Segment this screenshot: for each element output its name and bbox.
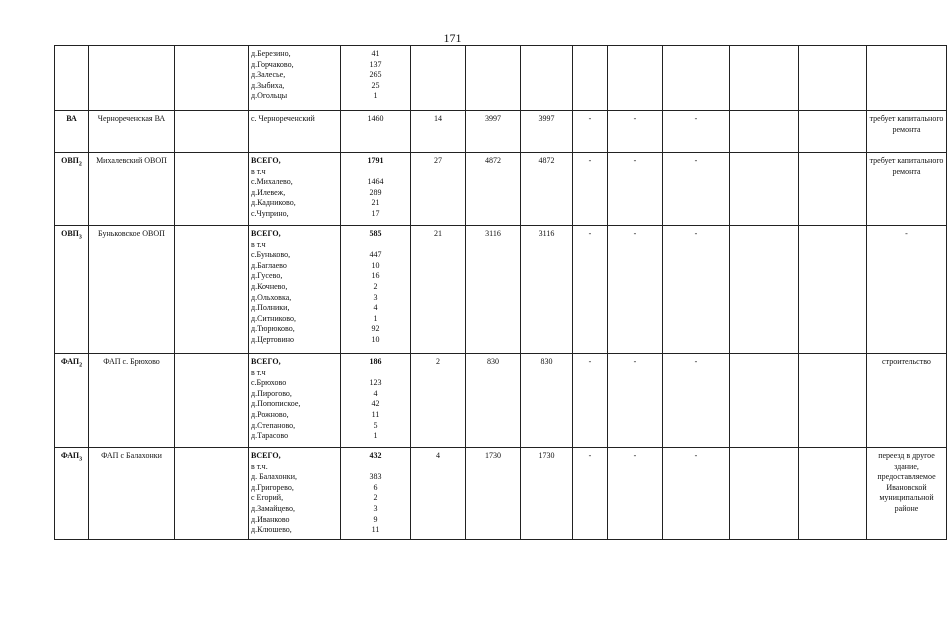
settlements-cell [249,111,341,153]
settlement-name: ВСЕГО, [251,156,281,165]
facility-code [55,46,89,111]
value-c7: 4872 [521,153,573,226]
table-row [55,226,947,354]
population-value: 5 [373,420,378,430]
value-c9: - [608,354,663,448]
settlement-name: с Егорий, [251,493,284,503]
value-c7: 3116 [521,226,573,354]
population-value: 432 [369,451,382,460]
settlement-name: ВСЕГО, [251,357,281,366]
value-c8 [573,46,608,111]
settlement-name: ВСЕГО, [251,451,281,460]
population-value: 186 [369,357,382,366]
settlement-name: д.Горчаково, [251,59,294,69]
population-value: 16 [371,271,380,281]
population-value: 1791 [367,156,384,165]
settlement-name: д.Зыбиха, [251,80,285,90]
note-cell: переезд в другое здание, предоставляемое Ивановской муниципальной районе [867,448,947,540]
settlement-name: с.Михалево, [251,177,293,187]
population-cell [341,448,411,540]
facility-code [55,354,89,448]
population-value: 11 [371,409,380,419]
value-c6 [466,46,521,111]
empty-cell [175,226,249,354]
page-number: 171 [443,31,462,45]
facility-name: Михалевский ОВОП [89,153,175,226]
value-c12 [799,153,867,226]
value-c11 [730,46,799,111]
code-subscript: 3 [79,456,83,463]
note-cell: строительство [867,354,947,448]
empty-cell [175,46,249,111]
value-c5: 27 [411,153,466,226]
value-c10 [663,46,730,111]
population-value: 383 [369,472,382,482]
settlement-name: д.Рожново, [251,409,289,419]
table-row [55,111,947,153]
value-c5: 2 [411,354,466,448]
settlement-name: д.Степаново, [251,420,296,430]
settlement-name: д.Огольцы [251,91,288,101]
value-c9: - [608,153,663,226]
value-c12 [799,46,867,111]
settlement-name: ВСЕГО, [251,229,281,238]
population-value: 9 [373,514,378,524]
settlement-name: д.Тарасово [251,431,289,441]
population-value: 2 [373,281,378,291]
settlement-name: д.Пирогово, [251,388,292,398]
code-subscript: 2 [78,161,82,168]
population-value: 25 [371,80,380,90]
population-value: 41 [371,49,380,58]
population-value: 1464 [367,177,384,187]
table-row [55,153,947,226]
population-cell [341,46,411,111]
facility-name: ФАП с. Брюхово [89,354,175,448]
settlement-name: д.Григорево, [251,482,294,492]
settlement-name: д.Залесье, [251,70,286,80]
facility-code [55,111,89,153]
population-value: 585 [369,229,382,238]
value-c6: 830 [466,354,521,448]
population-value: 3 [373,503,378,513]
settlement-name: д.Тюрюково, [251,324,295,334]
value-c11 [730,153,799,226]
code-text: ФАП [60,451,80,460]
settlement-name: в т.ч [251,166,266,176]
value-c7: 1730 [521,448,573,540]
facilities-table [54,45,947,540]
population-value: 3 [373,292,378,302]
value-c6: 4872 [466,153,521,226]
population-value: 289 [369,187,382,197]
population-value: 2 [373,493,378,503]
settlement-name: д.Баглаево [251,260,287,270]
population-value: 4 [373,303,378,313]
settlement-name: д.Полники, [251,303,290,313]
settlement-name: д.Замайцево, [251,503,296,513]
settlement-name: д.Кочнево, [251,281,288,291]
settlements-cell [249,226,341,354]
population-value: 1 [373,91,378,101]
settlement-name: д.Ситниково, [251,313,296,323]
population-value: 21 [371,198,380,208]
table-row [55,448,947,540]
population-value: 6 [373,482,378,492]
population-value: 17 [371,208,380,218]
settlement-name: д. Балахонки, [251,472,297,482]
population-value [343,462,408,473]
empty-cell [175,153,249,226]
value-c10: - [663,153,730,226]
value-c6: 3997 [466,111,521,153]
value-c9 [608,46,663,111]
population-value: 10 [371,334,380,344]
value-c5: 14 [411,111,466,153]
code-text: ФАП [60,357,80,366]
code-text: ОВП [61,229,79,238]
value-c8: - [573,448,608,540]
note-cell: требует капитального ремонта [867,111,947,153]
settlement-name: д.Ольховка, [251,292,292,302]
settlement-name: с.Брюхово [251,378,287,388]
value-c7: 830 [521,354,573,448]
population-value: 1460 [367,114,384,123]
population-cell [341,111,411,153]
value-c9: - [608,111,663,153]
settlement-name: д.Березино, [251,49,291,58]
settlement-name: д.Цертовино [251,334,295,344]
note-cell: требует капитального ремонта [867,153,947,226]
value-c11 [730,111,799,153]
population-cell [341,354,411,448]
value-c6: 3116 [466,226,521,354]
value-c10: - [663,111,730,153]
settlements-cell [249,448,341,540]
settlements-cell [249,354,341,448]
population-cell [341,153,411,226]
value-c5: 4 [411,448,466,540]
value-c8: - [573,153,608,226]
facility-name: ФАП с Балахонки [89,448,175,540]
population-value: 42 [371,399,380,409]
settlements-cell [249,46,341,111]
value-c9: - [608,226,663,354]
settlement-name: с.Чуприно, [251,208,289,218]
settlement-name: с. Чернореченский [251,114,315,123]
code-subscript: 3 [78,234,82,241]
value-c8: - [573,226,608,354]
population-cell [341,226,411,354]
empty-cell [175,354,249,448]
population-value: 447 [369,250,382,260]
facility-code [55,153,89,226]
settlement-name: в т.ч [251,239,266,249]
value-c10: - [663,354,730,448]
value-c6: 1730 [466,448,521,540]
value-c7: 3997 [521,111,573,153]
value-c8: - [573,354,608,448]
facility-code [55,448,89,540]
population-value [343,167,408,178]
population-value: 10 [371,260,380,270]
population-value: 265 [369,70,382,80]
settlement-name: с.Буньково, [251,250,291,260]
settlement-name: д.Кадниково, [251,198,296,208]
value-c11 [730,354,799,448]
table-row [55,354,947,448]
empty-cell [175,448,249,540]
settlement-name: в т.ч. [251,461,268,471]
population-value: 123 [369,378,382,388]
value-c5 [411,46,466,111]
population-value: 4 [373,388,378,398]
settlement-name: д.Попопиское, [251,399,301,409]
value-c8: - [573,111,608,153]
value-c12 [799,226,867,354]
facility-name [89,46,175,111]
settlement-name: д.Иванково [251,514,290,524]
note-cell: - [867,226,947,354]
code-text: ОВП [61,156,79,165]
value-c11 [730,448,799,540]
note-cell [867,46,947,111]
value-c5: 21 [411,226,466,354]
value-c10: - [663,448,730,540]
value-c10: - [663,226,730,354]
value-c12 [799,354,867,448]
value-c12 [799,448,867,540]
value-c7 [521,46,573,111]
value-c9: - [608,448,663,540]
population-value: 92 [371,324,380,334]
settlement-name: в т.ч [251,367,266,377]
population-value: 1 [373,431,378,441]
value-c11 [730,226,799,354]
population-value: 1 [373,313,378,323]
code-subscript: 2 [79,362,83,369]
settlements-cell [249,153,341,226]
facility-name: Буньковское ОВОП [89,226,175,354]
population-value: 11 [371,525,380,535]
facility-code [55,226,89,354]
population-value [343,240,408,251]
settlement-name: д.Гусево, [251,271,283,281]
settlement-name: д.Клюшево, [251,525,292,535]
table-row [55,46,947,111]
settlement-name: д.Илевеж, [251,187,286,197]
code-text: ВА [66,114,77,123]
value-c12 [799,111,867,153]
population-value [343,368,408,379]
population-value: 137 [369,59,382,69]
empty-cell [175,111,249,153]
facility-name: Чернореченская ВА [89,111,175,153]
